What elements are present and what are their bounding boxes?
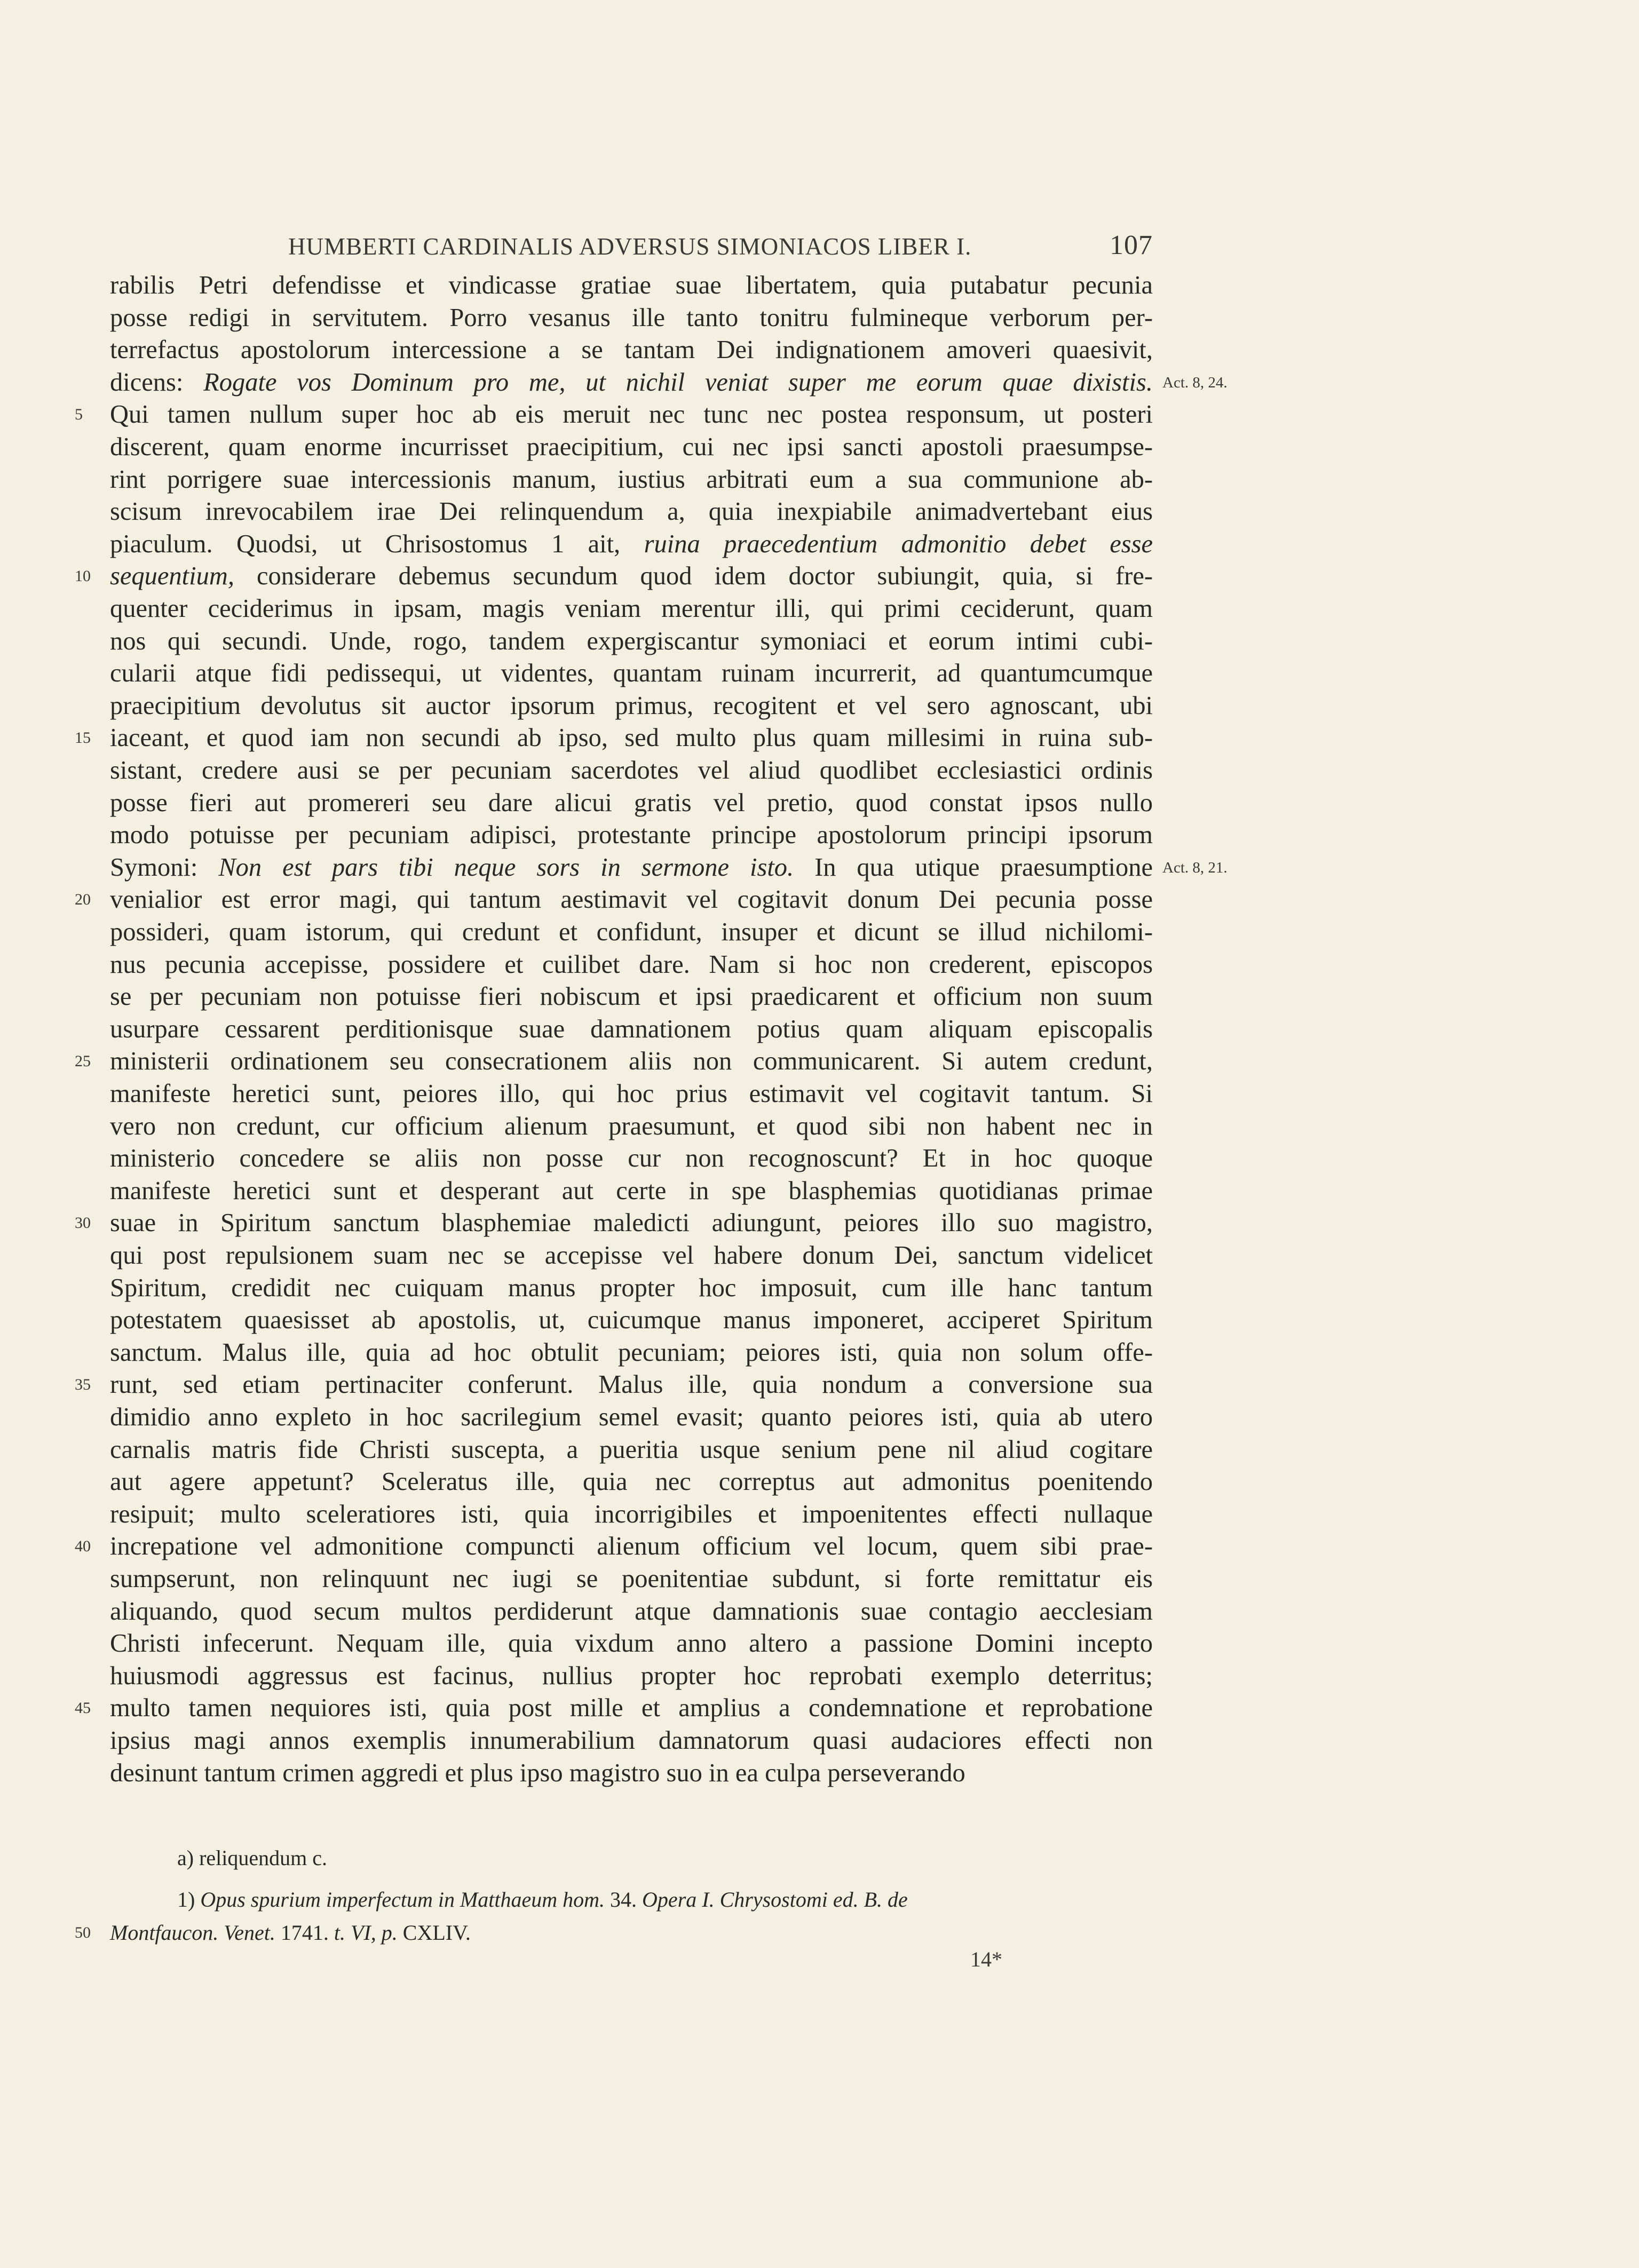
text-run: possideri, quam istorum, qui credunt et confidunt, insuper et dicunt se illud nichilomi- [110, 918, 1153, 946]
text-line [110, 302, 1153, 334]
text-run: qui post repulsionem suam nec se accepisse vel habere donum Dei, sanctum videlicet [110, 1241, 1153, 1270]
text-run: vero non credunt, cur officium alienum praesumunt, et quod sibi non habent nec in [110, 1112, 1153, 1140]
signature-mark: 14* [970, 1947, 1002, 1971]
text-run: aliquando, quod secum multos perdiderunt atque damnationis suae contagio aecclesiam [110, 1597, 1153, 1625]
text-run: carnalis matris fide Christi suscepta, a pueritia usque senium pene nil aliud cogitare [110, 1436, 1153, 1464]
line-number: 45 [75, 1699, 91, 1717]
text-run: cularii atque fidi pedissequi, ut videntes, quantam ruinam incurrerit, ad quantumcumque [110, 659, 1153, 687]
line-number: 50 [75, 1924, 91, 1941]
text-line [110, 1530, 1153, 1563]
text-line [110, 852, 1153, 884]
text-line [110, 916, 1153, 948]
text-run: ipsius magi annos exemplis innumerabilium damnatorum quasi audaciores effecti non [110, 1726, 1153, 1755]
text-run: CXLIV. [397, 1921, 471, 1945]
italic-text: t. VI, p. [334, 1921, 398, 1945]
text-run: manifeste heretici sunt, peiores illo, qui hoc prius estimavit vel cogitavit tantum. Si [110, 1080, 1153, 1108]
text-run: piaculum. Quodsi, ut Chrisostomus 1 ait, [110, 530, 644, 558]
text-run: ministerii ordinationem seu consecrationem aliis non communicarent. Si autem credunt, [110, 1047, 1153, 1075]
text-line [110, 1628, 1153, 1660]
text-line [110, 625, 1153, 657]
text-run: modo potuisse per pecuniam adipisci, protestante principe apostolorum principi ipsorum [110, 821, 1153, 849]
text-run: rabilis Petri defendisse et vindicasse gratiae suae libertatem, quia putabatur pecunia [110, 271, 1153, 299]
line-number: 25 [75, 1052, 91, 1070]
italic-text: Rogate vos Dominum pro me, ut nichil veniat super me eorum quae dixistis. [203, 368, 1153, 396]
line-number: 5 [75, 406, 83, 423]
text-line [110, 787, 1153, 819]
text-line [110, 593, 1153, 625]
text-run: dimidio anno expleto in hoc sacrilegium semel evasit; quanto peiores isti, quia ab utero [110, 1403, 1153, 1431]
text-run: sumpserunt, non relinquunt nec iugi se poenitentiae subdunt, si forte remittatur eis [110, 1565, 1153, 1593]
text-line [110, 1337, 1153, 1369]
text-run: usurpare cessarent perditionisque suae damnationem potius quam aliquam episcopalis [110, 1015, 1153, 1043]
text-line [110, 1078, 1153, 1110]
text-run: Symoni: [110, 853, 219, 882]
italic-text: Montfaucon. Venet. [110, 1921, 275, 1945]
text-run: desinunt tantum crimen aggredi et plus ipso magistro suo in ea culpa perseverando [110, 1759, 965, 1787]
text-line [110, 722, 1153, 754]
text-run: aut agere appetunt? Sceleratus ille, quia nec correptus aut admonitus poenitendo [110, 1468, 1153, 1496]
text-run: rint porrigere suae intercessionis manum, iustius arbitrati eum a sua communione ab- [110, 465, 1153, 494]
italic-text: Opus spurium imperfectum in Matthaeum hom. [200, 1888, 605, 1912]
italic-text: Non est pars tibi neque sors in sermone isto. [218, 853, 794, 882]
text-line [110, 1240, 1153, 1272]
text-run: sanctum. Malus ille, quia ad hoc obtulit pecuniam; peiores isti, quia non solum offe- [110, 1338, 1153, 1367]
text-run: In qua utique praesumptione [794, 853, 1153, 882]
text-run: posse fieri aut promereri seu dare alicui gratis vel pretio, quod constat ipsos nullo [110, 789, 1153, 817]
text-line [110, 657, 1153, 689]
text-run: 1) [177, 1888, 201, 1912]
text-run: multo tamen nequiores isti, quia post mille et amplius a condemnatione et reprobatione [110, 1694, 1153, 1722]
text-run: quenter ceciderimus in ipsam, magis veniam merentur illi, qui primi ceciderunt, quam [110, 594, 1153, 623]
text-run: potestatem quaesisset ab apostolis, ut, cuicumque manus imponeret, acciperet Spiritum [110, 1306, 1153, 1334]
text-line [110, 819, 1153, 851]
text-run: Christi infecerunt. Nequam ille, quia vixdum anno altero a passione Domini incepto [110, 1629, 1153, 1658]
text-line [110, 949, 1153, 981]
page-number: 107 [1110, 230, 1153, 260]
text-line [110, 1401, 1153, 1433]
marginal-reference: Act. 8, 24. [1162, 374, 1228, 391]
text-line [110, 464, 1153, 496]
text-line [110, 1725, 1153, 1757]
text-line [110, 1660, 1153, 1692]
text-run: huiusmodi aggressus est facinus, nullius propter hoc reprobati exemplo deterritus; [110, 1662, 1153, 1690]
text-line [110, 1143, 1153, 1175]
text-run: suae in Spiritum sanctum blasphemiae maledicti adiungunt, peiores illo suo magistro, [110, 1209, 1153, 1237]
running-header [288, 230, 1153, 270]
line-number: 20 [75, 891, 91, 908]
text-line [110, 1013, 1153, 1045]
line-number: 35 [75, 1376, 91, 1393]
text-line [110, 431, 1153, 463]
text-line [110, 1434, 1153, 1466]
text-run: runt, sed etiam pertinaciter conferunt. Malus ille, quia nondum a conversione sua [110, 1370, 1153, 1399]
text-line [110, 1272, 1153, 1304]
text-line [110, 528, 1153, 560]
text-run: 34. [605, 1888, 643, 1912]
line-number: 15 [75, 729, 91, 747]
text-line [110, 1175, 1153, 1207]
text-run: venialior est error magi, qui tantum aestimavit vel cogitavit donum Dei pecunia posse [110, 885, 1153, 914]
italic-text: sequentium, [110, 562, 235, 590]
text-line [110, 367, 1153, 399]
text-run: nos qui secundi. Unde, rogo, tandem expergiscantur symoniaci et eorum intimi cubi- [110, 627, 1153, 655]
text-run: ministerio concedere se aliis non posse cur non recognoscunt? Et in hoc quoque [110, 1144, 1153, 1172]
text-run: iaceant, et quod iam non secundi ab ipso, sed multo plus quam millesimi in ruina sub- [110, 724, 1153, 752]
footnote-1-continuation [110, 1917, 471, 1949]
text-line [110, 755, 1153, 787]
text-line [110, 1207, 1153, 1239]
text-run: Qui tamen nullum super hoc ab eis meruit nec tunc nec postea responsum, ut posteri [110, 400, 1153, 429]
text-run: manifeste heretici sunt et desperant aut certe in spe blasphemias quotidianas primae [110, 1177, 1153, 1205]
text-run: scisum inrevocabilem irae Dei relinquendum a, quia inexpiabile animadvertebant eius [110, 497, 1153, 526]
text-line [110, 496, 1153, 528]
text-run: discerent, quam enorme incurrisset praecipitium, cui nec ipsi sancti apostoli praesumpse- [110, 433, 1153, 461]
text-run: resipuit; multo sceleratiores isti, quia incorrigibiles et impoenitentes effecti nullaque [110, 1500, 1153, 1528]
text-line [110, 1466, 1153, 1498]
text-run: praecipitium devolutus sit auctor ipsorum primus, recogitent et vel sero agnoscant, ubi [110, 692, 1153, 720]
text-line [110, 1111, 1153, 1143]
running-title: HUMBERTI CARDINALIS ADVERSUS SIMONIACOS LIBER I. [288, 233, 972, 260]
text-run: Spiritum, credidit nec cuiquam manus propter hoc imposuit, cum ille hanc tantum [110, 1274, 1153, 1302]
text-line [110, 1596, 1153, 1628]
text-run: nus pecunia accepisse, possidere et cuilibet dare. Nam si hoc non crederent, episcopos [110, 950, 1153, 979]
text-run: sistant, credere ausi se per pecuniam sacerdotes vel aliud quodlibet ecclesiastici ordinis [110, 756, 1153, 784]
text-run: increpatione vel admonitione compuncti alienum officium vel locum, quem sibi prae- [110, 1532, 1153, 1560]
line-number: 10 [75, 567, 91, 585]
text-line [110, 981, 1153, 1013]
text-line [110, 1045, 1153, 1077]
text-line [110, 1304, 1153, 1336]
line-number: 30 [75, 1214, 91, 1232]
text-run: terrefactus apostolorum intercessione a se tantam Dei indignationem amoveri quaesivit, [110, 336, 1153, 364]
text-line [110, 399, 1153, 431]
text-run: considerare debemus secundum quod idem doctor subiungit, quia, si fre- [234, 562, 1153, 590]
footnote-1 [177, 1884, 908, 1916]
text-line [110, 560, 1153, 592]
text-line [110, 269, 1153, 302]
italic-text: ruina praecedentium admonitio debet esse [644, 530, 1153, 558]
line-number: 40 [75, 1537, 91, 1555]
marginal-reference: Act. 8, 21. [1162, 859, 1228, 876]
text-run: se per pecuniam non potuisse fieri nobiscum et ipsi praedicarent et officium non suum [110, 982, 1153, 1011]
footnote-a: a) reliquendum c. [177, 1846, 327, 1870]
italic-text: Opera I. Chrysostomi ed. B. de [642, 1888, 908, 1912]
text-run: posse redigi in servitutem. Porro vesanus ille tanto tonitru fulmineque verborum per- [110, 304, 1153, 332]
text-run: 1741. [275, 1921, 334, 1945]
text-line [110, 1498, 1153, 1530]
text-line [110, 1563, 1153, 1595]
text-run: dicens: [110, 368, 204, 396]
text-line [110, 690, 1153, 722]
text-line [110, 334, 1153, 366]
text-line [110, 1692, 1153, 1724]
text-line [110, 884, 1153, 916]
text-line [110, 1757, 1153, 1789]
text-line [110, 1369, 1153, 1401]
